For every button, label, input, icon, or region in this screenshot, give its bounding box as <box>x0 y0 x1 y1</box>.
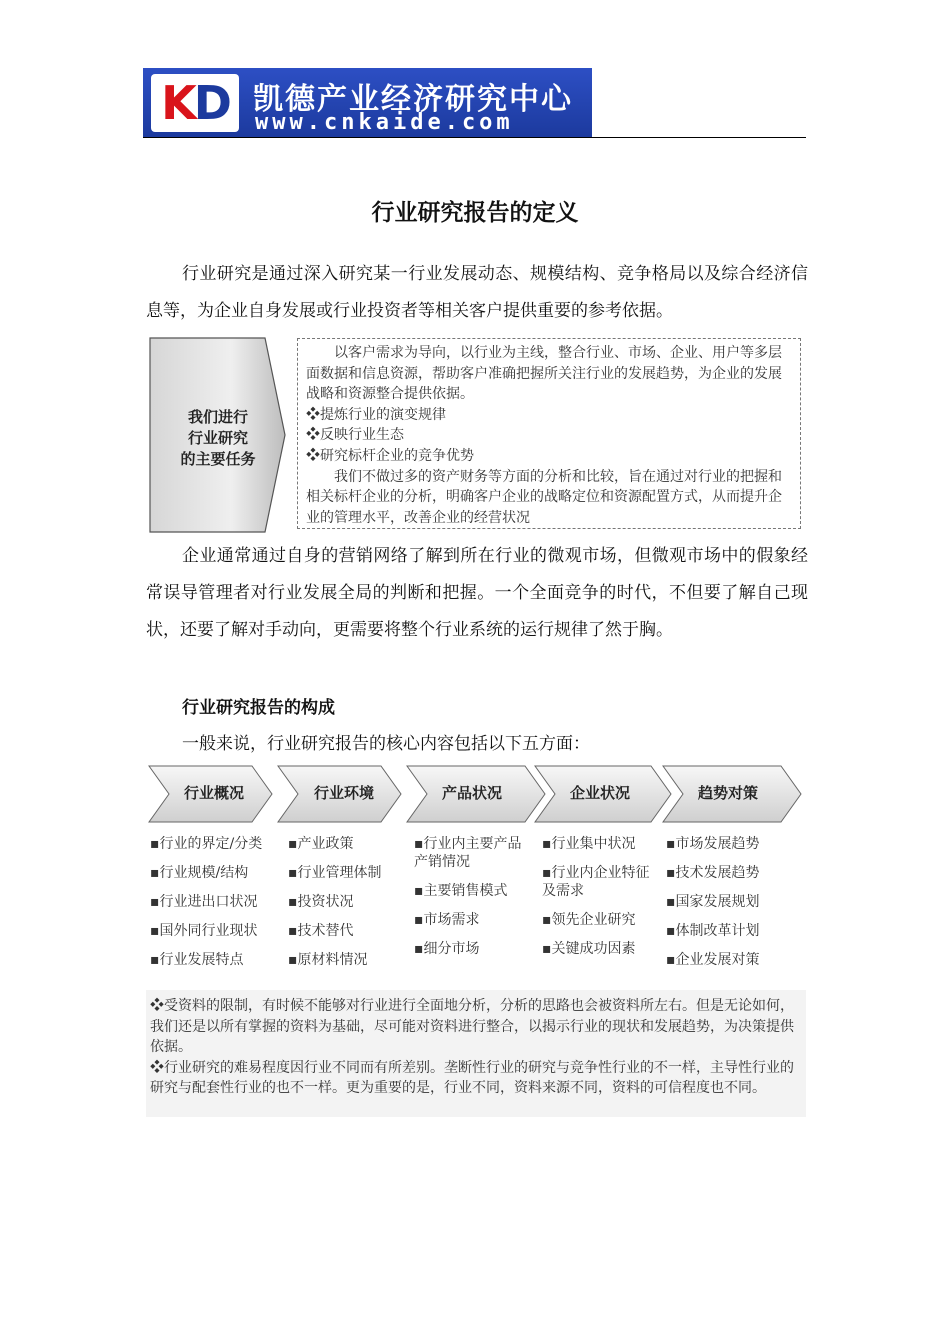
research-tasks-figure <box>149 337 804 533</box>
list-item: ▪行业的界定/分类 <box>150 836 263 852</box>
list-item: ▪技术替代 <box>288 923 354 939</box>
list-item: ▪行业内企业特征及需求 <box>542 865 650 899</box>
list-item: ▪市场发展趋势 <box>666 836 760 852</box>
second-paragraph: 企业通常通过自身的营销网络了解到所在行业的微观市场，但微观市场中的假象经常误导管理者对行业发展全局的判断和把握。一个全面竞争的时代，不但要了解自己现状，还要了解对手动向，更需要将整个行业系统的运行规律了然于胸。 <box>146 546 808 640</box>
list-item: ▪产业政策 <box>288 836 354 852</box>
page-title: 行业研究报告的定义 <box>371 200 579 226</box>
report-structure-figure <box>146 762 806 1117</box>
kd-logo <box>151 74 239 132</box>
tasks-label <box>159 407 277 470</box>
list-item: ▪行业规模/结构 <box>150 865 249 881</box>
note-item: ❖受资料的限制，有时候不能够对行业进行全面地分析，分析的思路也会被资料所左右。但是无论如何，我们还是以所有掌握的资料为基础，尽可能对资料进行整合，以揭示行业的现状和发展趋势，为决策提供依据。 <box>150 998 794 1055</box>
logo-letter-k: K <box>161 76 194 130</box>
structure-notes <box>146 990 806 1117</box>
column-items <box>288 835 406 969</box>
section-heading: 行业研究报告的构成 <box>182 698 335 718</box>
column-items <box>542 835 656 958</box>
list-item: ▪国家发展规划 <box>666 894 760 910</box>
tasks-label-line: 的主要任务 <box>180 450 256 468</box>
list-item: ▪市场需求 <box>414 912 480 928</box>
tasks-closing: 我们不做过多的资产财务等方面的分析和比较，旨在通过对行业的把握和相关标杆企业的分析，明确客户企业的战略定位和资源配置方式，从而提升企业的管理水平，改善企业的经营状况 <box>306 468 782 526</box>
column-heading: 行业环境 <box>313 784 374 802</box>
note-item: ❖行业研究的难易程度因行业不同而有所差别。垄断性行业的研究与竞争性行业的不一样，主导性行业的研究与配套性行业的也不一样。更为重要的是，行业不同，资料来源不同，资料的可信程度也不同。 <box>150 1059 794 1096</box>
list-item: ▪行业进出口状况 <box>150 894 258 910</box>
list-item: ▪行业内主要产品产销情况 <box>414 836 522 870</box>
list-item: ▪主要销售模式 <box>414 883 508 899</box>
section-intro: 一般来说，行业研究报告的核心内容包括以下五方面： <box>182 734 590 754</box>
list-item: ▪关键成功因素 <box>542 941 636 957</box>
column-heading: 行业概况 <box>183 784 244 802</box>
list-item: ▪行业管理体制 <box>288 865 382 881</box>
task-bullet: ❖研究标杆企业的竞争优势 <box>306 447 474 464</box>
list-item: ▪投资状况 <box>288 894 354 910</box>
list-item: ▪技术发展趋势 <box>666 865 760 881</box>
list-item: ▪体制改革计划 <box>666 923 760 939</box>
column-heading: 产品状况 <box>441 784 502 802</box>
logo-letter-d: D <box>193 76 229 130</box>
tasks-description-box <box>297 338 801 529</box>
tasks-intro: 以客户需求为导向，以行业为主线，整合行业、市场、企业、用户等多层面数据和信息资源，帮助客户准确把握所关注行业的发展趋势，为企业的发展战略和资源整合提供依据。 <box>306 345 782 403</box>
org-url: www.cnkaide.com <box>255 110 514 135</box>
list-item: ▪行业发展特点 <box>150 952 244 968</box>
list-item: ▪国外同行业现状 <box>150 923 258 939</box>
tasks-label-line: 我们进行 <box>187 408 248 426</box>
task-bullet: ❖反映行业生态 <box>306 427 404 444</box>
task-bullet: ❖提炼行业的演变规律 <box>306 406 446 423</box>
list-item: ▪领先企业研究 <box>542 912 636 928</box>
list-item: ▪行业集中状况 <box>542 836 636 852</box>
header-divider <box>143 137 806 138</box>
tasks-label-line: 行业研究 <box>187 429 248 447</box>
intro-paragraph: 行业研究是通过深入研究某一行业发展动态、规模结构、竞争格局以及综合经济信息等，为企业自身发展或行业投资者等相关客户提供重要的参考依据。 <box>146 264 808 321</box>
list-item: ▪原材料情况 <box>288 952 368 968</box>
column-items <box>414 835 530 958</box>
org-name: 凯德产业经济研究中心 <box>253 82 573 117</box>
header-banner <box>143 68 592 137</box>
list-item: ▪细分市场 <box>414 941 480 957</box>
column-heading: 趋势对策 <box>697 784 758 802</box>
column-items <box>150 835 288 969</box>
column-items <box>666 835 804 969</box>
list-item: ▪企业发展对策 <box>666 952 760 968</box>
column-heading: 企业状况 <box>569 784 630 802</box>
